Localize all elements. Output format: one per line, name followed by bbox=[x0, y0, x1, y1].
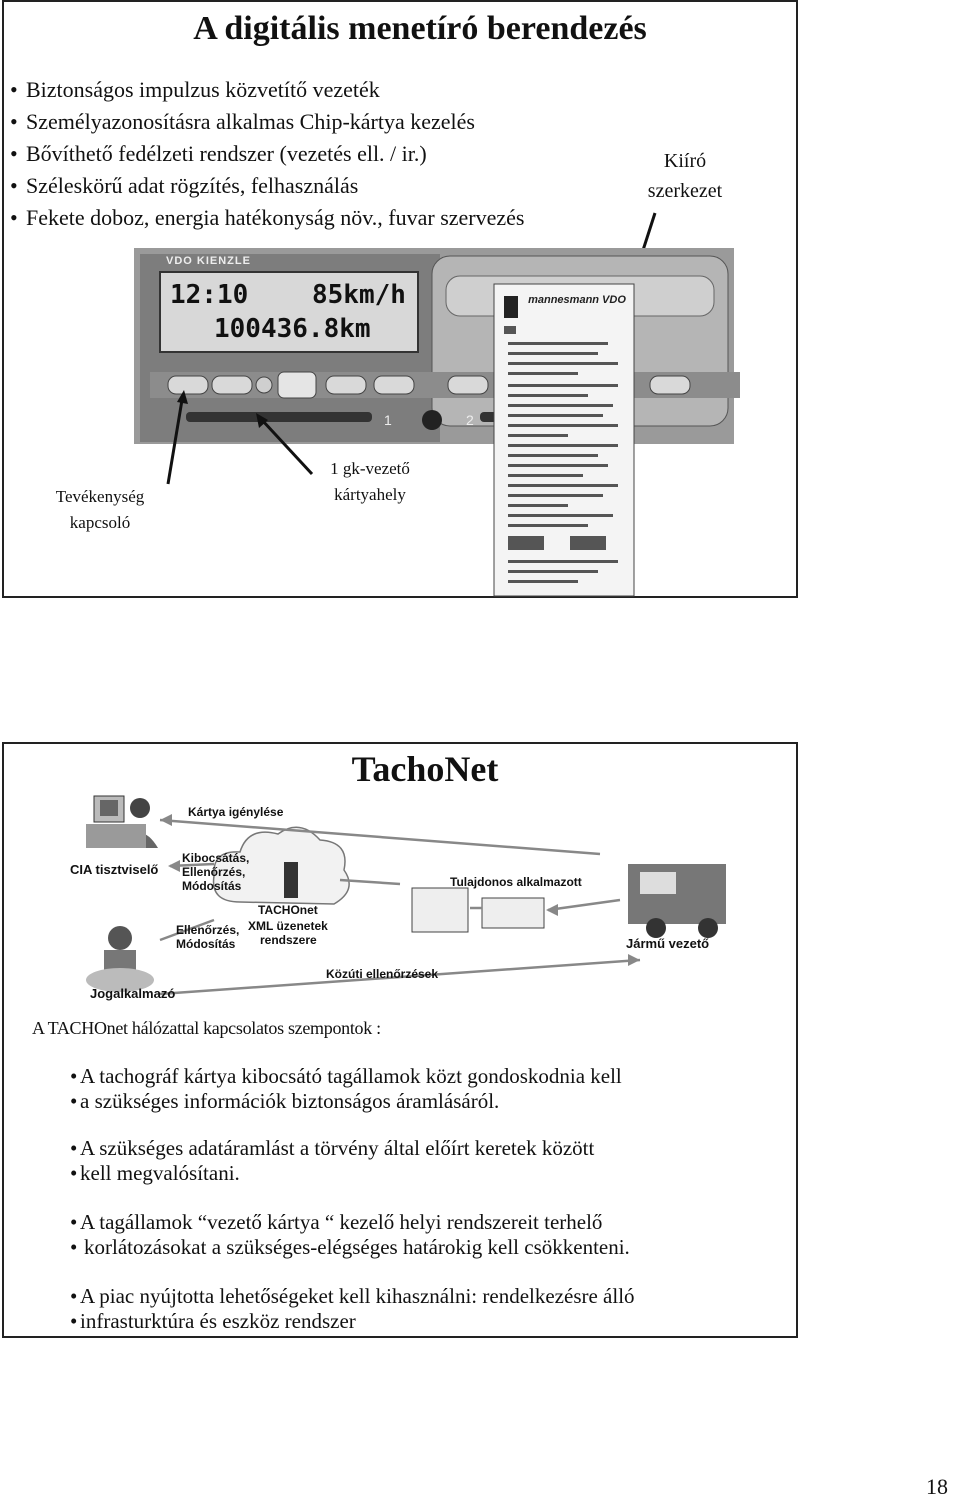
display-odometer: 100436.8km bbox=[214, 314, 371, 344]
device-brand: VDO KIENZLE bbox=[166, 255, 251, 267]
point-2: • A szükséges adatáramlást a törvény által előírt keretek között • kell megvalósítani. bbox=[70, 1136, 595, 1185]
owner-employee-label: Tulajdonos alkalmazott bbox=[450, 875, 582, 889]
card-slot-label: 1 gk-vezető kártyahely bbox=[330, 459, 410, 504]
control-modify-label-1: Ellenőrzés, bbox=[176, 923, 240, 937]
slot-2-number: 2 bbox=[466, 412, 474, 428]
issuing-label-3: Módosítás bbox=[182, 879, 242, 893]
activity-switch-label: Tevékenység kapcsoló bbox=[55, 487, 145, 532]
card-request-label: Kártya igénylése bbox=[188, 805, 284, 819]
vehicle-driver-label: Jármű vezető bbox=[626, 936, 710, 951]
law-enforcer-label: Jogalkalmazó bbox=[90, 986, 176, 1001]
display-time: 12:10 bbox=[170, 280, 249, 310]
xml-system-label-1: XML üzenetek bbox=[248, 919, 328, 933]
point-3: • A tagállamok “vezető kártya “ kezelő helyi rendszereit terhelő • korlátozásokat a szükséges-elégséges határokig kell csökkenteni. bbox=[70, 1210, 630, 1259]
slot-1-number: 1 bbox=[384, 412, 392, 428]
tachonet-label: TACHOnet bbox=[258, 903, 318, 917]
bullet-item: • Fekete doboz, energia hatékonyság növ., fuvar szervezés bbox=[10, 205, 525, 230]
slide2-title: TachoNet bbox=[351, 749, 499, 789]
tachonet-caption: A TACHOnet hálózattal kapcsolatos szempontok : bbox=[32, 1018, 381, 1038]
issuing-label-1: Kibocsátás, bbox=[182, 851, 250, 865]
display-speed: 85km/h bbox=[312, 280, 406, 310]
cia-officer-label: CIA tisztviselő bbox=[70, 862, 159, 877]
bullet-item: • Biztonságos impulzus közvetítő vezeték bbox=[10, 77, 380, 102]
roadside-checks-label: Közúti ellenőrzések bbox=[326, 967, 439, 981]
truck-icon bbox=[628, 864, 726, 938]
control-modify-label-2: Módosítás bbox=[176, 937, 236, 951]
printout-brand: mannesmann VDO bbox=[528, 294, 626, 306]
bullet-item: • Bővíthető fedélzeti rendszer (vezetés ell. / ir.) bbox=[10, 141, 427, 166]
bullet-item: • Személyazonosításra alkalmas Chip-kártya kezelés bbox=[10, 109, 475, 134]
slide1-title: A digitális menetíró berendezés bbox=[193, 10, 647, 47]
point-1: • A tachográf kártya kibocsátó tagállamok közt gondoskodnia kell • a szükséges információk biztonságos áramlásáról. bbox=[70, 1064, 622, 1113]
point-4: • A piac nyújtotta lehetőségeket kell kihasználni: rendelkezésre álló • infrasturktúra és eszköz rendszer bbox=[70, 1284, 635, 1333]
printer-label: Kiíró szerkezet bbox=[647, 150, 723, 202]
xml-system-label-2: rendszere bbox=[260, 933, 317, 947]
page-number: 18 bbox=[926, 1474, 948, 1499]
cia-officer-icon bbox=[86, 796, 158, 848]
bullet-item: • Széleskörű adat rögzítés, felhasználás bbox=[10, 173, 359, 198]
police-officer-icon bbox=[86, 926, 154, 992]
issuing-label-2: Ellenőrzés, bbox=[182, 865, 246, 879]
